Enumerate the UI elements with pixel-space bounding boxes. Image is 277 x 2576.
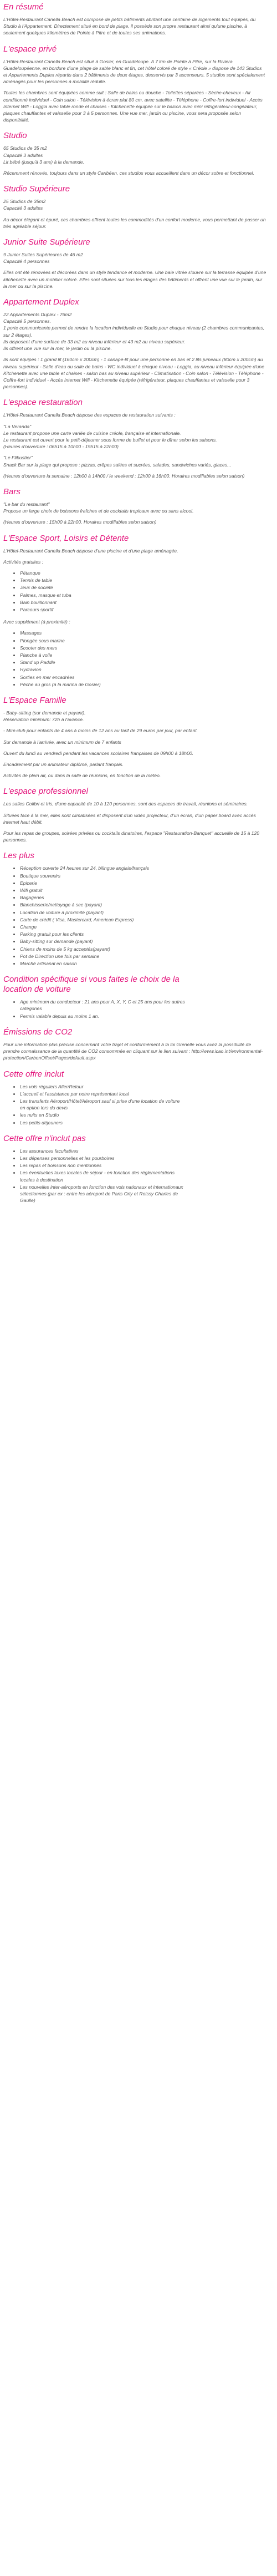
section-studio: [3, 131, 267, 176]
section-heading-professionnel: L'espace professionnel: [3, 787, 88, 797]
list-item: • Parking gratuit pour les clients: [20, 931, 267, 937]
co2-text: Pour une information plus précise concernant votre trajet et conformément à la loi Grenelle vous avez la possibilité de prendre connaissance de la quantité de CO2 consommée en cliquant sur le lien suivant : http://www.icao.int/environmental-protection/CarbonOffset/Pages/default.aspx: [3, 1041, 263, 1061]
list-item: • les nuits en Studio: [20, 1112, 186, 1118]
section-appartement-duplex: [3, 297, 267, 390]
list-item: • Les nouvelles inter-aéroports en fonction des vols nationaux et internationaux sélectionnes (par ex : entre les aéroport de Paris Orly et Roissy Charles de Gaulle): [20, 1184, 186, 1204]
list-item: • Age minimum du conducteur : 21 ans pour A, X, Y, C et 25 ans pour les autres catégories: [20, 998, 186, 1012]
list-item: • Marché artisanal en saison: [20, 960, 267, 967]
amenities-list: [3, 865, 267, 967]
list-item: • Les assurances facultatives: [20, 1148, 186, 1154]
section-heading-offre-ninclut: Cette offre n'inclut pas: [3, 1133, 86, 1143]
restaurant-line: "Le Flibustier": [3, 455, 33, 461]
section-sport-loisirs: [3, 534, 267, 688]
famille-babysitting: [3, 709, 267, 723]
duplex-equipment: Ils sont équipés : 1 grand lit (160cm x 200cm) - 1 canapé-lit pour une personne en bas et 2 lits jumeaux (80cm x 200cm) au niveau supérieur - Salle d'eau ou salle de bains - WC individuel à chaque niveau - Loggia, au niveau inférieur équipée d'une Kitchenette avec une table et chaises - salon bas au niveau supérieur - Climatisation - Coin salon - Télévision - Téléphone - Coffre-fort individuel - Accès Internet Wifi - Kitchenette équipée (réfrigérateur, plaques chauffantes et vaisselle pour 3 personnes).: [3, 357, 264, 390]
section-heading-resume: En résumé: [3, 2, 44, 12]
list-item: • Les dépenses personnelles et les pourboires: [20, 1155, 186, 1162]
list-item: • Change: [20, 924, 267, 930]
paid-activities-list: [3, 630, 267, 688]
restaurant-le-flibustier: [3, 454, 267, 468]
bar-hours: (Heures d'ouverture : 15h00 à 22h00. Horaires modifiables selon saison): [3, 519, 157, 525]
studio-description: Récemment rénovés, toujours dans un style Caribéen, ces studios vous accueillent dans un décor sobre et fonctionnel.: [3, 170, 254, 176]
section-heading-studio: Studio: [3, 131, 27, 141]
duplex-detail-line: 1 porte communicante permet de rendre la location individuelle en Studio pour chaque niveau (2 chambres communicantes, sur 2 étages).: [3, 325, 265, 338]
section-heading-espace-prive: L'espace privé: [3, 44, 57, 54]
junior-details: [3, 251, 267, 265]
excluded-list: [3, 1148, 267, 1204]
restauration-intro: L'Hôtel-Restaurant Canella Beach dispose des espaces de restauration suivants :: [3, 412, 176, 418]
restauration-hours: (Heures d'ouverture la semaine : 12h00 à 14h00 / le weekend : 12h00 à 16h00. Horaires modifiables selon saison): [3, 473, 245, 479]
section-studio-superieure: [3, 184, 267, 230]
duplex-detail-line: Ils offrent une vue sur la mer, le jardin ou la piscine.: [3, 346, 112, 352]
bar-line: Propose un large choix de boissons fraîches et de cocktails tropicaux avec ou sans alcool.: [3, 508, 194, 514]
sport-intro: L'Hôtel-Restaurant Canella Beach dispose d'une piscine et d'une plage aménagée.: [3, 547, 178, 554]
restaurant-line: Le restaurant propose une carte variée de cuisine créole, française et internationale.: [3, 430, 181, 436]
section-bars: [3, 487, 267, 526]
restaurant-la-veranda: [3, 423, 267, 450]
studio-details: [3, 145, 267, 165]
section-heading-studio-superieure: Studio Supérieure: [3, 184, 70, 194]
studio-detail-line: Capacité 3 adultes: [3, 152, 43, 158]
duplex-detail-line: Capacité 5 personnes.: [3, 318, 51, 324]
espace-prive-paragraph: Toutes les chambres sont équipées comme suit : Salle de bains ou douche - Toilettes séparées - Sèche-cheveux - Air conditionné individuel - Coin salon - Télévision à écran plat 80 cm, avec satellite - Téléphone - Coffre-fort individuel - Accès Internet Wifi - Loggia avec table ronde et chaises - Kitchenette équipée sur le balcon avec mini réfrigérateur-congélateur, plaques chauffantes et vaisselle pour 3 à 5 personnes. Une vue mer, jardin ou piscine, vous sera proposée selon disponibilité.: [3, 90, 263, 123]
list-item: • Plongée sous marine: [20, 637, 267, 644]
list-item: • Blanchisserie/nettoyage à sec (payant): [20, 901, 267, 908]
list-item: • Les transferts Aéroport/Hôtel/Aéroport sauf si prise d'une location de voiture en option lors du devis: [20, 1098, 186, 1111]
section-heading-restauration: L'espace restauration: [3, 398, 83, 408]
list-item: • Pot de Direction une fois par semaine: [20, 953, 267, 960]
list-item: • Les vols réguliers Aller/Retour: [20, 1083, 186, 1090]
list-item: • Hydravion: [20, 666, 267, 673]
section-junior-suite: [3, 237, 267, 290]
section-les-plus: [3, 851, 267, 967]
list-item: • Pêche au gros (à la marina de Gosier): [20, 681, 267, 688]
section-offre-inclut: [3, 1069, 267, 1126]
list-item: • Stand up Paddle: [20, 659, 267, 666]
section-famille: [3, 696, 267, 779]
section-espace-prive: [3, 44, 267, 124]
section-heading-junior-suite: Junior Suite Supérieure: [3, 237, 90, 247]
list-item: • Planche à voile: [20, 652, 267, 658]
section-heading-appartement-duplex: Appartement Duplex: [3, 297, 79, 307]
duplex-details: [3, 311, 267, 352]
list-item: • Wifi gratuit: [20, 887, 267, 894]
studio-sup-details: [3, 198, 267, 211]
section-heading-offre-inclut: Cette offre inclut: [3, 1069, 64, 1079]
section-offre-ninclut: [3, 1134, 267, 1204]
free-activities-list: [3, 570, 267, 613]
resume-text: L'Hôtel-Restaurant Canella Beach est composé de petits bâtiments abritant une centaine de logements tout équipés, du Studio à l'Appartement. Directement situé en bord de plage, il possède son propre restaurant ainsi qu'une piscine, à seulement quelques kilomètres de Pointe à Pitre et de toutes ses animations.: [3, 17, 256, 36]
studio-sup-detail-line: 25 Studios de 35m2: [3, 199, 46, 205]
section-condition-location: [3, 975, 267, 1020]
studio-detail-line: Lit bébé (jusqu'à 3 ans) à la demande.: [3, 159, 84, 165]
list-item: • Parcours sportif: [20, 606, 267, 613]
famille-paragraph: Encadrement par un animateur diplômé, parlant français.: [3, 762, 124, 768]
list-item: • Les petits déjeuners: [20, 1119, 186, 1126]
list-item: • Bain bouillonnant: [20, 599, 267, 606]
famille-paragraph: Ouvert du lundi au vendredi pendant les vacances scolaires françaises de 09h00 à 18h00.: [3, 750, 194, 756]
list-item: • Les éventuelles taxes locales de séjour - en fonction des réglementations locales à destination: [20, 1169, 186, 1183]
list-item: • Palmes, masque et tuba: [20, 592, 267, 599]
pro-paragraph: Les salles Colibri et Iris, d'une capacité de 10 à 120 personnes, sont des espaces de travail, réunions et séminaires.: [3, 801, 248, 807]
restaurant-line: Le restaurant est ouvert pour le petit-déjeuner sous forme de buffet et pour le dîner selon les saisons.: [3, 437, 217, 443]
section-heading-co2: Émissions de CO2: [3, 1027, 73, 1037]
section-heading-bars: Bars: [3, 486, 20, 496]
list-item: • Scooter des mers: [20, 645, 267, 651]
list-item: • Location de voiture à proximité (payant): [20, 909, 267, 916]
list-item: • Chiens de moins de 5 kg acceptés(payant): [20, 946, 267, 952]
list-item: • Massages: [20, 630, 267, 636]
list-item: • Boutique souvenirs: [20, 873, 267, 879]
section-heading-sport-loisirs: L'Espace Sport, Loisirs et Détente: [3, 533, 129, 543]
list-item: • Permis valable depuis au moins 1 an.: [20, 1013, 186, 1020]
section-resume: [3, 2, 267, 37]
included-list: [3, 1083, 267, 1126]
section-heading-famille: L'Espace Famille: [3, 696, 66, 705]
studio-sup-detail-line: Capacité 3 adultes: [3, 205, 43, 211]
section-co2: [3, 1027, 267, 1062]
bar-description: [3, 501, 267, 514]
junior-detail-line: 9 Junior Suites Supérieures de 46 m2: [3, 252, 83, 258]
restaurant-line: "La Veranda": [3, 423, 32, 429]
famille-paragraph: Sur demande à l'arrivée, avec un minimum de 7 enfants: [3, 739, 121, 745]
pro-paragraph: Situées face à la mer, elles sont climatisées et disposent d'un vidéo projecteur, d'un écran, d'un paper board avec accès internet haut débit.: [3, 812, 256, 825]
studio-detail-line: 65 Studios de 35 m2: [3, 145, 47, 151]
list-item: • Réception ouverte 24 heures sur 24, bilingue anglais/français: [20, 865, 267, 871]
famille-line: Réservation minimum: 72h à l'avance.: [3, 717, 84, 723]
duplex-detail-line: 22 Appartements Duplex - 76m2: [3, 312, 72, 318]
section-restauration: [3, 398, 267, 479]
list-item: • L'accueil et l'assistance par notre représentant local: [20, 1091, 186, 1097]
famille-paragraph: - Mini-club pour enfants de 4 ans à moins de 12 ans au tarif de 29 euros par jour, par enfant.: [3, 728, 198, 734]
condition-list: [3, 998, 267, 1020]
bar-line: "Le bar du restaurant": [3, 501, 50, 507]
pro-paragraph: Pour les repas de groupes, soirées privées ou cocktails dinatoires, l'espace "Restauration-Banquet" accueille de 15 à 120 personnes.: [3, 830, 260, 843]
list-item: • Carte de crédit ( Visa, Mastercard, American Express): [20, 916, 267, 923]
sport-paid-label: Avec supplément (à proximité) :: [3, 619, 70, 625]
section-heading-condition-location: Condition spécifique si vous faites le choix de la location de voiture: [3, 975, 179, 995]
studio-sup-description: Au décor élégant et épuré, ces chambres offrent toutes les commodités d'un confort moderne, vous permettant de passer un très agréable séjour.: [3, 216, 266, 229]
list-item: • Baby-sitting sur demande (payant): [20, 938, 267, 945]
restaurant-line: Snack Bar sur la plage qui propose : pizzas, crêpes salées et sucrées, salades, sandwiches variés, glaces...: [3, 462, 232, 468]
section-heading-les-plus: Les plus: [3, 851, 34, 861]
list-item: • Les repas et boissons non mentionnés: [20, 1162, 186, 1169]
section-professionnel: [3, 787, 267, 843]
list-item: • Epicerie: [20, 880, 267, 886]
sport-free-label: Activités gratuites :: [3, 559, 44, 565]
list-item: • Jeux de société: [20, 584, 267, 591]
list-item: • Bagageries: [20, 894, 267, 901]
famille-paragraph: Activités de plein air, ou dans la salle de réunions, en fonction de la météo.: [3, 773, 161, 779]
junior-description: Elles ont été rénovées et décorées dans un style tendance et moderne. Une baie vitrée s'ouvre sur la terrasse équipée d'une kitchenette avec un mobilier coloré. Elles sont situées sur tous les étages des bâtiments et offrent une vue sur le jardin, sur la mer ou sur la piscine.: [3, 270, 266, 289]
junior-detail-line: Capacité 4 personnes: [3, 258, 50, 265]
list-item: • Pétanque: [20, 570, 267, 576]
famille-line: - Baby-sitting (sur demande et payant).: [3, 710, 86, 716]
list-item: • Sorties en mer encadrées: [20, 674, 267, 681]
page: [0, 0, 270, 1213]
list-item: • Tennis de table: [20, 577, 267, 584]
restaurant-line: (Heures d'ouverture : 06h15 à 10h00 - 19h15 à 22h00): [3, 444, 119, 450]
espace-prive-paragraph: L'Hôtel-Restaurant Canella Beach est situé à Gosier, en Guadeloupe. A 7 km de Pointe à Pitre, sur la Riviera Guadeloupéenne, en bordure d'une plage de sable blanc et fin, cet hôtel coloré de style « Créole » dispose de 143 Studios et Appartements Duplex répartis dans 2 bâtiments de deux étages, desservis par 3 ascenseurs. 5 studios sont spécialement aménagés pour les personnes à mobilité réduite.: [3, 58, 265, 85]
duplex-detail-line: Ils disposent d'une surface de 33 m2 au niveau inférieur et 43 m2 au niveau supérieur.: [3, 338, 186, 344]
